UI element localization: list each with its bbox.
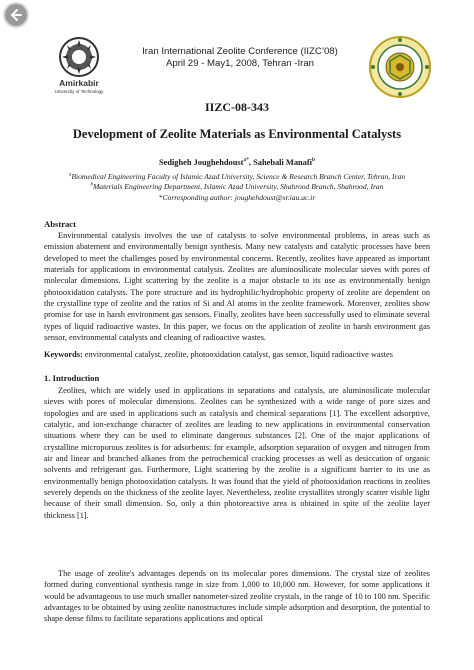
abstract-body: Environmental catalysis involves the use of catalysts to solve environmental problems, in areas such as emission abatement and environmentally benign synthesis. Many new catalysts and catalytic processes have been developed to meet the challenges posed by environmental concerns. Recently, zeolites have appeared as important materials for applications in environmental catalysis. Zeolites are aluminosilicate molecular sieves with pores of molecular dimensions. Light scattering by the zeolite is a major obstacle to its use as environmentally benign photooxidation catalysts. The pore structure and its hydrophilic/hydrophobic property of zeolite are dependent on the crystalline type of zeolite and the ratios of Si and Al atoms in the zeolite framework. Moreover, zeolites show promise for use in harsh environment gas sensors. Finally, zeolites have been successfully used to eliminate several types of liquid radioactive wastes. In this paper, we focus on the application of zeolite in harsh environment gas sensor, environmental catalysts and cleaning of radioactive wastes. [44,231,430,343]
university-emblem-icon [48,36,110,80]
keywords-label: Keywords: [44,350,83,359]
author-2-sup: b [311,157,316,163]
amirkabir-logo [48,36,110,100]
logo-name: Amirkabir [59,78,99,88]
zeolite-conference-emblem-icon [367,34,433,100]
conference-logo [367,34,433,100]
conference-header [0,34,474,104]
author-2: Sahebali Manafi [253,157,312,167]
conference-dates: April 29 - May1, 2008, Tehran -Iran [165,58,315,69]
intro-para2-body: The usage of zeolite's advantages depends on its molecular pores dimensions. The crystal size of zeolites formed during conventional synthesis range in size from 1,000 to 10,000 nm. However, for some applications it would be advantageous to use much smaller nanometer-sized zeolite crystals, in the range of 10 to 100 nm. Specific advantages to be obtained by using zeolite nanostructures include simple adsorption and desorption, the potential to shape dense films to facilitate separations applications and optical [44,569,430,624]
paper-id: IIZC-08-343 [204,100,269,114]
intro-para1-body: Zeolites, which are widely used in applications in separations and catalysis, are aluminosilicate molecular sieves with pores of molecular dimensions. Zeolites can be synthesized with a wide range of pore sizes and topologies and are used in applications such as catalysis and chemical separations [1]. The excellent adsorptive, catalytic, and ion-exchange character of zeolites are leading to new applications in environmental conservation situations where they can be used to eliminate dangerous substances [2]. One of the major applications of crystalline microporous zeolites is for adsorbents: for example, adsorption separation of oxygen and nitrogen from air and linear and branched alkanes from the petrochemical cracking processes as well as desiccation of organic solvents and refrigerant gas. Furthermore, Light scattering by the zeolite is a significant barrier to its use as environmentally benign photooxidation catalysts. It was found that the yield of photooxidation reactions in zeolites severely depends on the thickness of the zeolite layer. Nevertheless, zeolite crystallites strongly scatter visible light because of their small dimension. So, only a thin photoreactive area is obtained in spite of the zeolite layer thickness [1]. [44,386,430,520]
affiliation-a [0,172,474,181]
back-button[interactable] [3,2,29,28]
introduction-paragraph-1 [44,385,430,521]
affiliation-b [0,182,474,191]
keywords-text: environmental catalyst, zeolite, photooxidation catalyst, gas sensor, liquid radioactive wastes [82,350,393,359]
affiliation-b-text: Materials Engineering Department, Islamic Azad University, Shahrood Branch, Shahrood, Iran [92,182,384,191]
corresponding-author: *Corresponding author: joughehdoust@sr.iau.ac.ir [158,193,316,202]
keywords [44,350,430,359]
affiliation-a-text: Biomedical Engineering Faculty of Islamic Azad University, Science & Research Branch Center, Tehran, Iran [71,172,406,181]
affiliation-a-sup: a [68,172,72,178]
introduction-paragraph-2 [44,568,430,625]
arrow-left-icon [9,8,23,22]
author-separator: , [248,157,254,167]
author-1: Sedigheh Joughehdoust [158,157,244,167]
paper-title: Development of Zeolite Materials as Environmental Catalysts [72,127,402,141]
conference-title [120,46,360,70]
abstract-heading: Abstract [44,219,76,229]
authors [0,157,474,167]
conference-name: Iran International Zeolite Conference (IIZC’08) [142,46,338,57]
abstract-text [44,230,430,343]
affiliation-b-sup: b [90,182,93,188]
introduction-heading: 1. Introduction [44,373,100,383]
logo-subtext: University of Technology [54,89,104,94]
author-1-sup: a* [243,157,249,163]
